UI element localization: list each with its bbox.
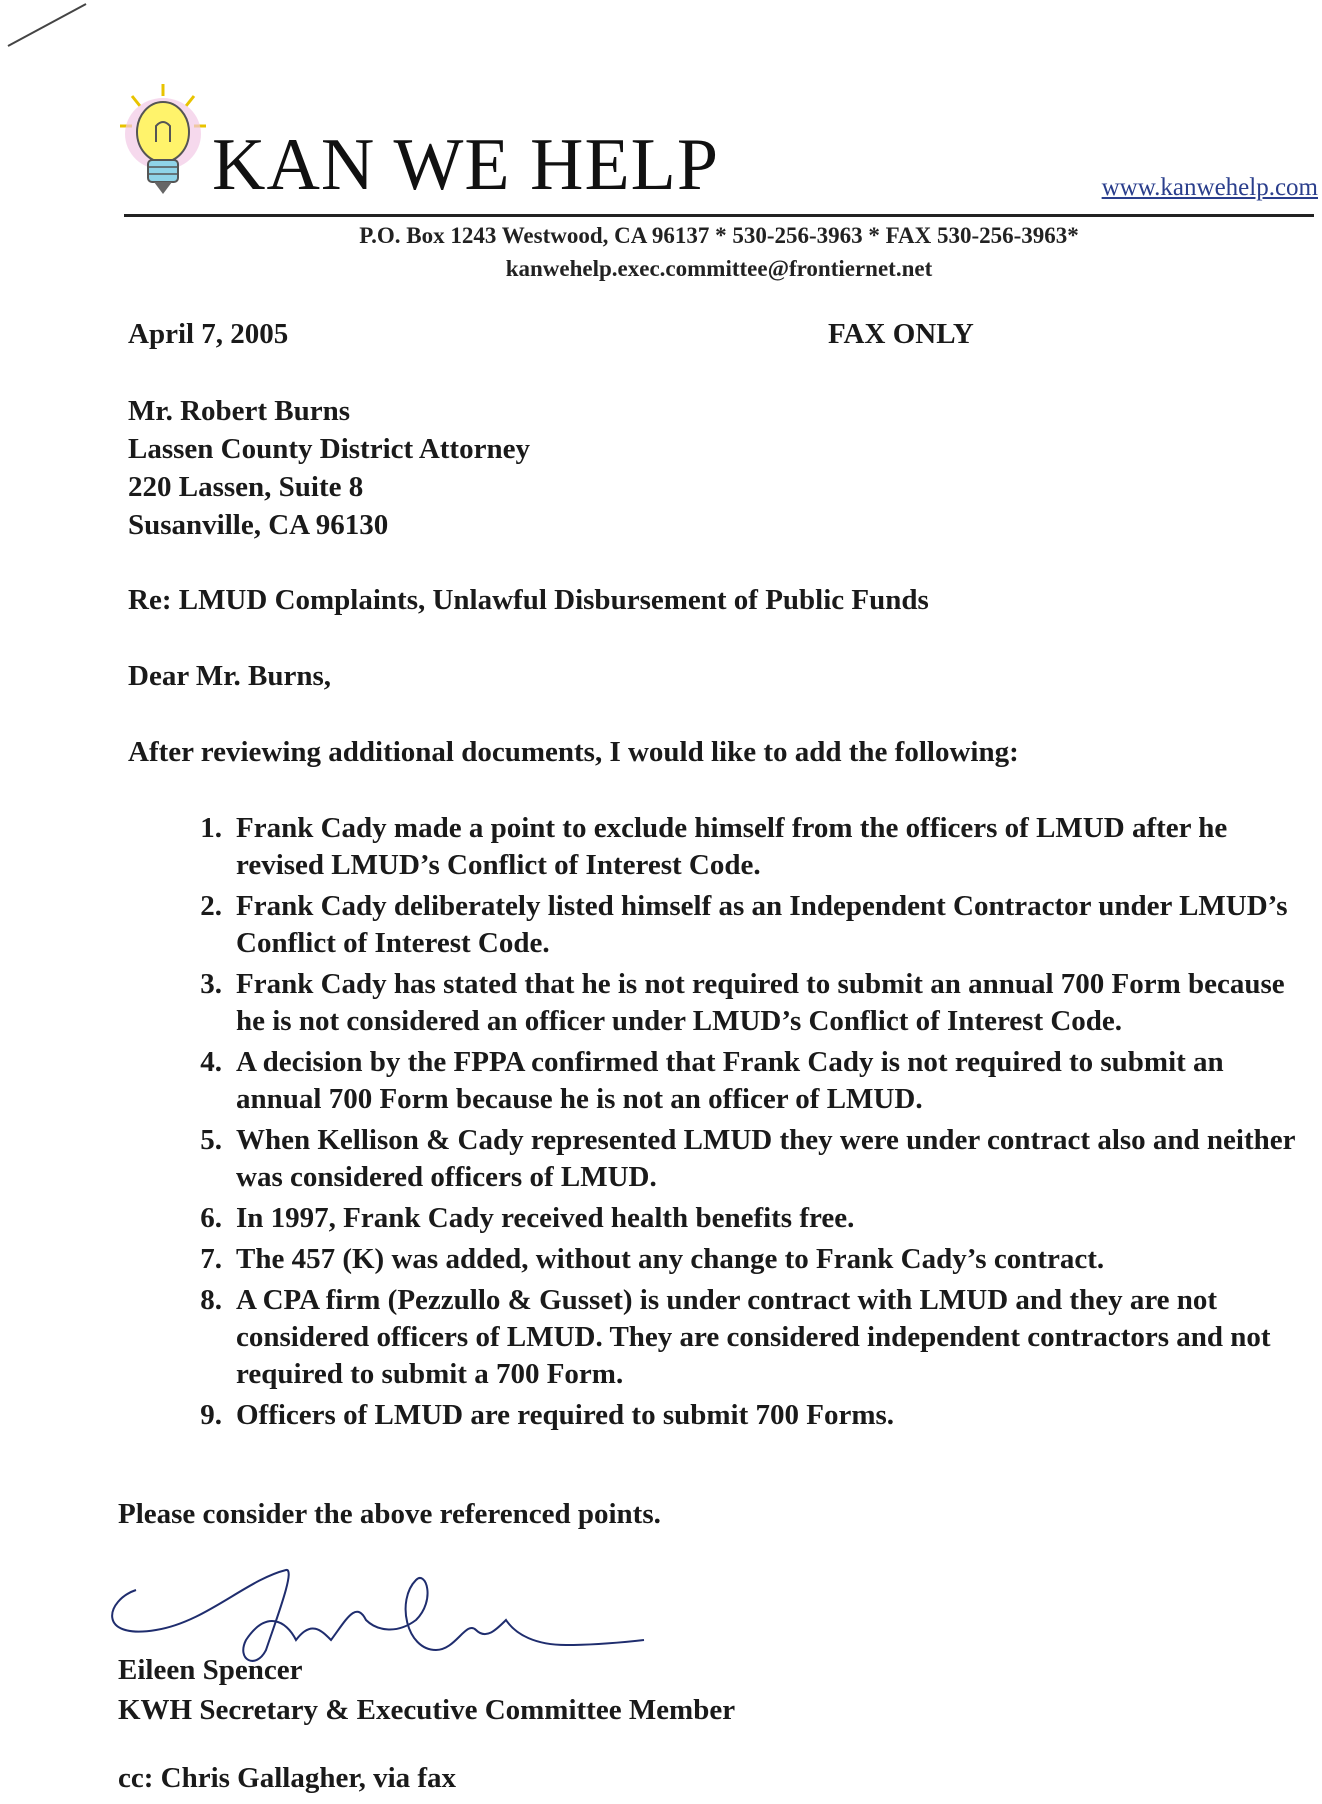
item-text: When Kellison & Cady represented LMUD they were under contract also and neither was considered officers of LMUD. — [236, 1124, 1295, 1193]
letter-date: April 7, 2005 — [128, 318, 289, 350]
points-list — [168, 810, 1316, 1438]
recipient-line: 220 Lassen, Suite 8 — [128, 471, 364, 503]
list-item — [168, 1282, 1316, 1393]
item-number: 1. — [200, 812, 222, 844]
item-text: A decision by the FPPA confirmed that Frank Cady is not required to submit an annual 700 Form because he is not an officer of LMUD. — [236, 1046, 1224, 1115]
recipient-line: Lassen County District Attorney — [128, 433, 530, 465]
item-text: Officers of LMUD are required to submit 700 Forms. — [236, 1399, 895, 1431]
closing-line: Please consider the above referenced points. — [118, 1498, 661, 1530]
recipient-line: Susanville, CA 96130 — [128, 509, 389, 541]
list-item — [168, 888, 1316, 962]
list-item — [168, 1122, 1316, 1196]
delivery-note: FAX ONLY — [828, 318, 974, 350]
item-text: In 1997, Frank Cady received health benefits free. — [236, 1202, 855, 1234]
item-text: Frank Cady made a point to exclude himself from the officers of LMUD after he revised LMUD’s Conflict of Interest Code. — [236, 812, 1228, 881]
list-item — [168, 810, 1316, 884]
item-number: 3. — [200, 968, 222, 1000]
list-item — [168, 1200, 1316, 1237]
subject-line: Re: LMUD Complaints, Unlawful Disbursement of Public Funds — [128, 584, 929, 616]
lightbulb-icon — [118, 82, 208, 202]
item-number: 5. — [200, 1124, 222, 1156]
list-item — [168, 1044, 1316, 1118]
item-text: The 457 (K) was added, without any change to Frank Cady’s contract. — [236, 1243, 1105, 1275]
salutation: Dear Mr. Burns, — [128, 660, 331, 692]
scan-pen-mark — [0, 0, 90, 50]
list-item — [168, 1241, 1316, 1278]
website-link[interactable]: www.kanwehelp.com — [1101, 174, 1318, 201]
address-line: P.O. Box 1243 Westwood, CA 96137 * 530-256-3963 * FAX 530-256-3963* — [359, 223, 1079, 248]
org-name: KAN WE HELP — [212, 124, 720, 206]
list-item — [168, 1397, 1316, 1434]
item-number: 9. — [200, 1399, 222, 1431]
signer-name: Eileen Spencer — [118, 1654, 303, 1686]
item-text: Frank Cady deliberately listed himself as an Independent Contractor under LMUD’s Conflict of Interest Code. — [236, 890, 1288, 959]
intro-paragraph: After reviewing additional documents, I would like to add the following: — [128, 736, 1019, 768]
recipient-line: Mr. Robert Burns — [128, 395, 351, 427]
header-divider — [124, 214, 1314, 217]
item-number: 8. — [200, 1284, 222, 1316]
item-text: A CPA firm (Pezzullo & Gusset) is under contract with LMUD and they are not considered officers of LMUD. They are considered independent contractors and not required to submit a 700 Form. — [236, 1284, 1271, 1390]
item-text: Frank Cady has stated that he is not required to submit an annual 700 Form because he is not considered an officer under LMUD’s Conflict of Interest Code. — [236, 968, 1285, 1037]
item-number: 7. — [200, 1243, 222, 1275]
recipient-block — [128, 392, 530, 544]
signer-block — [118, 1650, 735, 1730]
cc-line: cc: Chris Gallagher, via fax — [118, 1762, 457, 1794]
list-item — [168, 966, 1316, 1040]
item-number: 4. — [200, 1046, 222, 1078]
item-number: 6. — [200, 1202, 222, 1234]
email-line: kanwehelp.exec.committee@frontiernet.net — [505, 256, 933, 281]
signer-title: KWH Secretary & Executive Committee Member — [118, 1694, 736, 1726]
item-number: 2. — [200, 890, 222, 922]
